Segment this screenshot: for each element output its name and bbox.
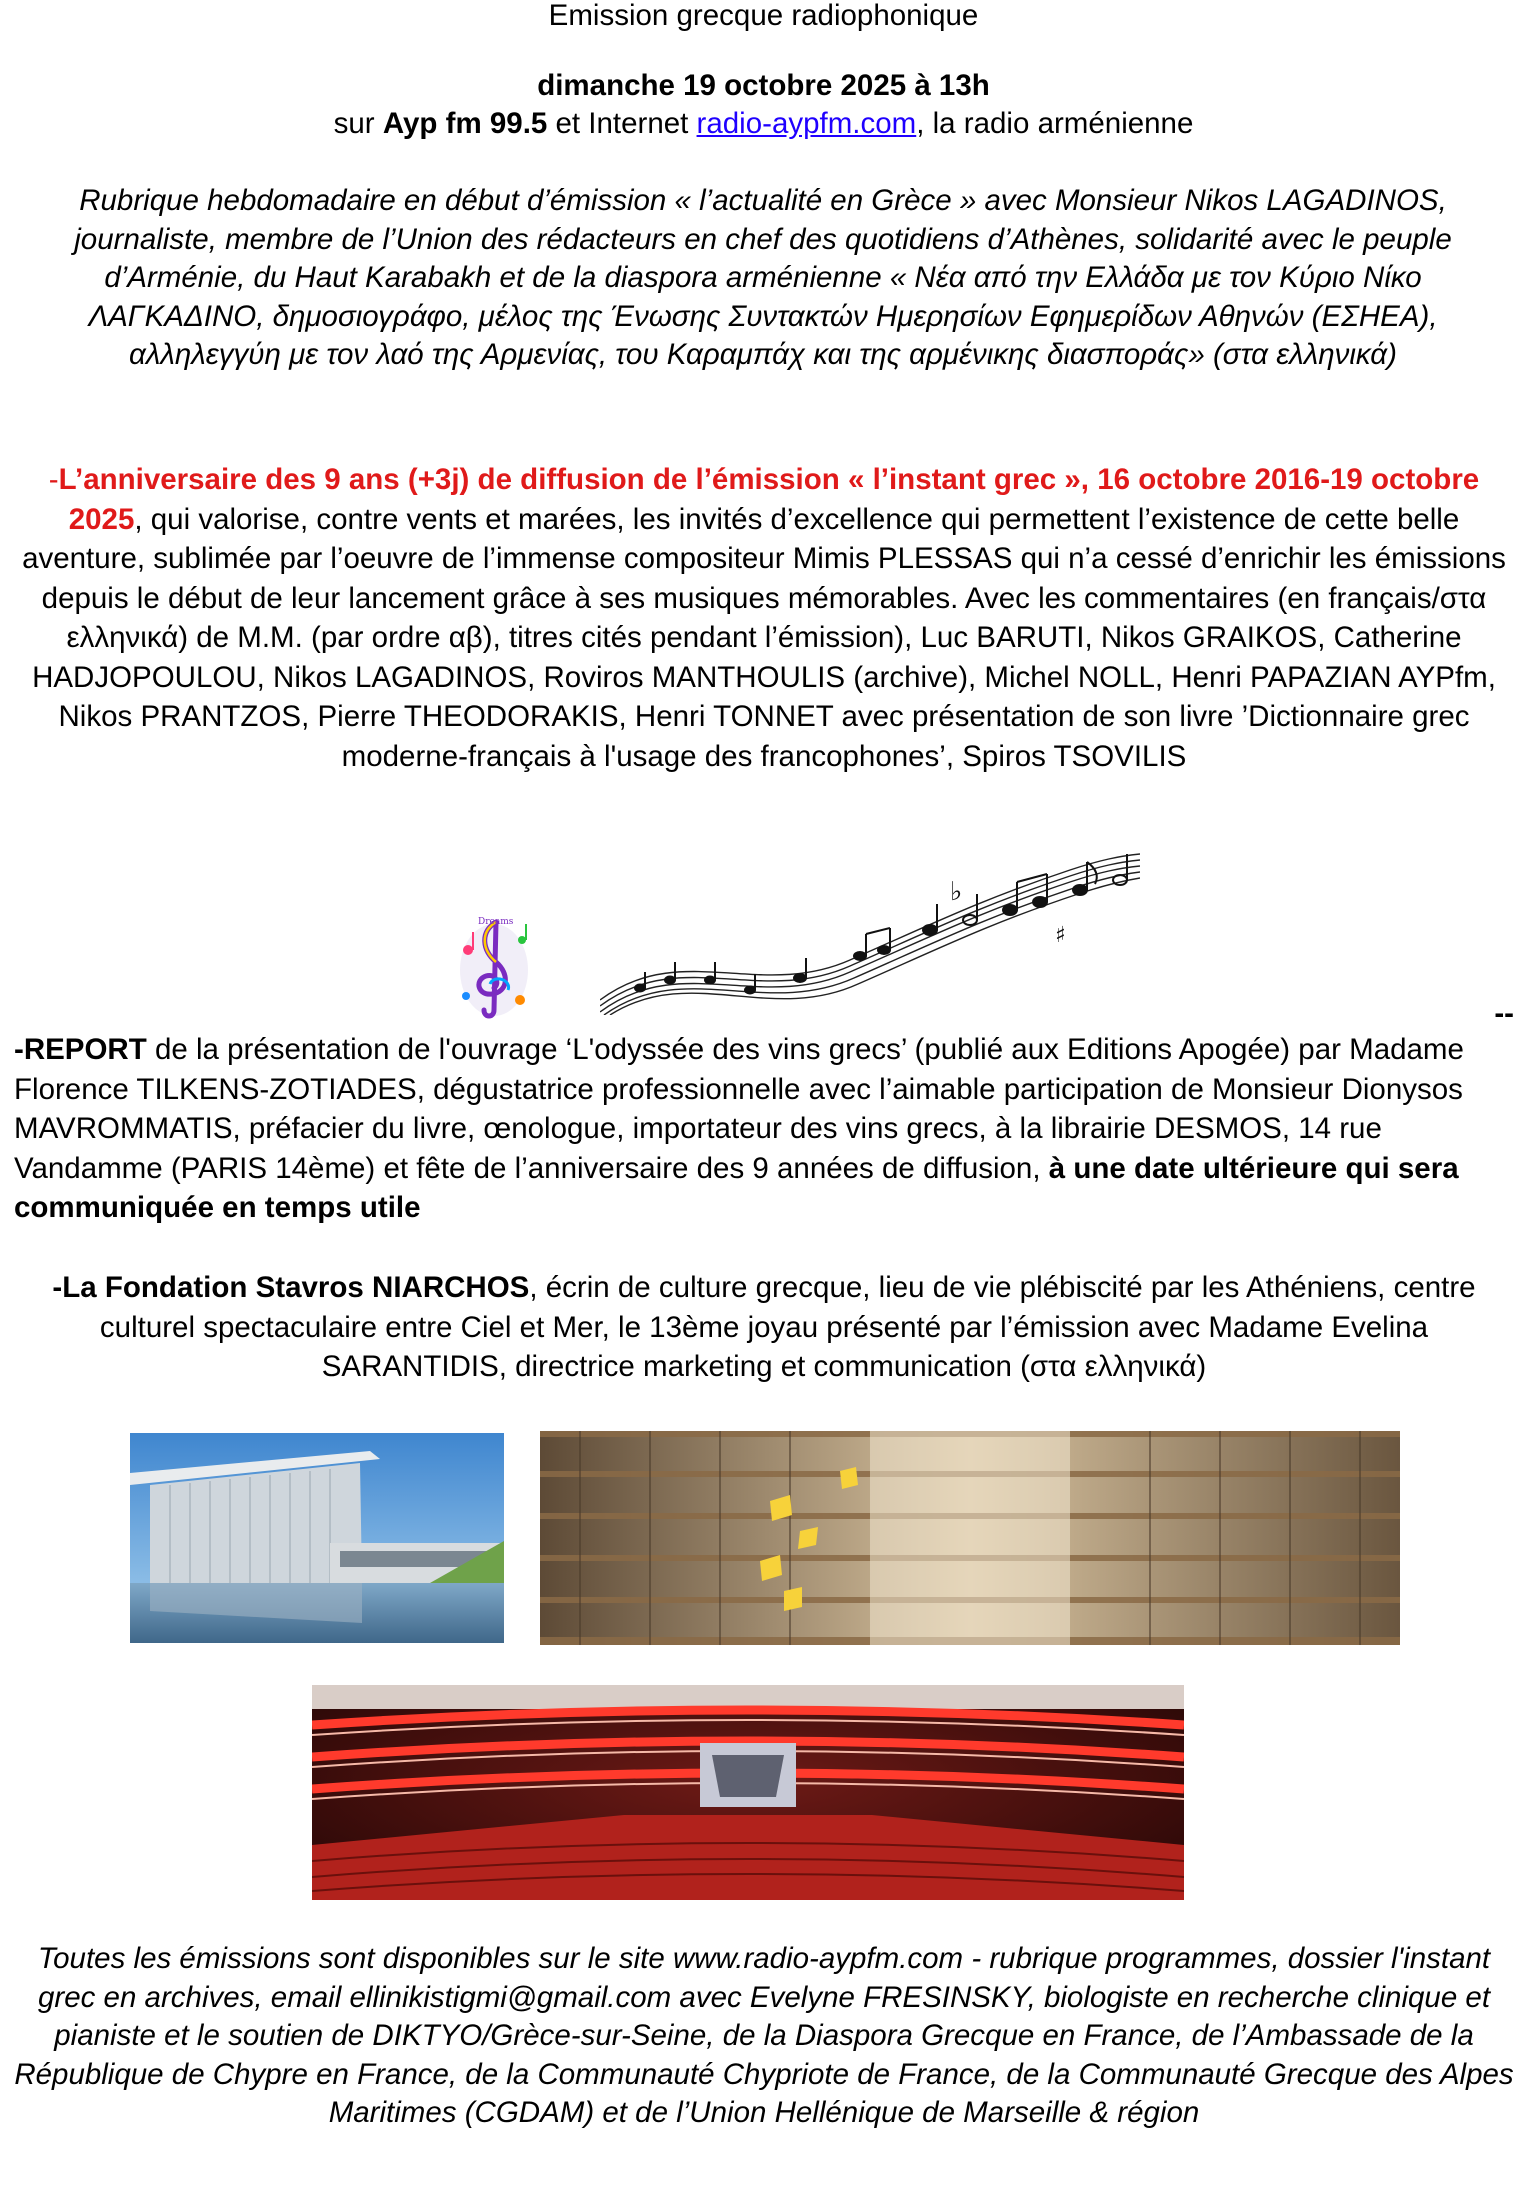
weekly-rubrique-paragraph: Rubrique hebdomadaire en début d’émission « l’actualité en Grèce » avec Monsieur Nikos LAGADINOS, journaliste, membre de l’Union des rédacteurs en chef des quotidiens d’Athènes, solidarité avec le peuple d’Arménie, du Haut Karabakh et de la diaspora arménienne « Νέα από την Ελλάδα με τον Κύριο Νίκο ΛΑΓΚΑΔΙΝΟ, δημοσιογράφο, μέλος της Ένωσης Συντακτών Ημερησίων Εφημερίδων Αθηνών (ΕΣΗΕΑ), αλληλεγγύη με τον λαό της Αρμενίας, του Καραμπάχ και της αρμένικης διασποράς» (στα ελληνικά) — [74, 184, 1452, 371]
station-line — [0, 104, 1527, 143]
anniversary-dash: - — [48, 463, 59, 496]
station-suffix: , la radio arménienne — [916, 107, 1194, 140]
anniversary-paragraph — [14, 460, 1514, 776]
anniversary-body: , qui valorise, contre vents et marées, les invités d’excellence qui permettent l’existence de cette belle aventure, sublimée par l’oeuvre de l’immense compositeur Mimis PLESSAS qui n’a cessé d’enrichir les émissions depuis le début de leur lancement grâce à ses musiques mémorables. Avec les commentaires (en français/στα ελληνικά) de M.M. (par ordre αβ), titres cités pendant l’émission), Luc BARUTI, Nikos GRAIKOS, Catherine HADJOPOULOU, Nikos LAGADINOS, Roviros MANTHOULIS (archive), Michel NOLL, Henri PAPAZIAN AYPfm, Nikos PRANTZOS, Pierre THEODORAKIS, Henri TONNET avec présentation de son livre ’Dictionnaire grec moderne-français à l'usage des francophones’, Spiros TSOVILIS — [22, 502, 1506, 773]
fondation-label: -La Fondation Stavros NIARCHOS — [52, 1271, 530, 1304]
svg-text:♭: ♭ — [950, 877, 963, 907]
niarchos-library-photo — [540, 1431, 1400, 1645]
anniversary-highlight: L’anniversaire des 9 ans (+3j) de diffusion de l’émission « l’instant grec », 16 octobre 2016-19 octobre 2025 — [58, 463, 1480, 536]
report-body: de la présentation de l'ouvrage ‘L'odyssée des vins grecs’ (publié aux Editions Apogée) par Madame Florence TILKENS-ZOTIADES, dégustatrice professionnelle avec l’aimable participation de Monsieur Dionysos MAVROMMATIS, préfacier du livre, œnologue, importateur des vins grecs, à la librairie DESMOS, 14 rue Vandamme (PARIS 14ème) et fête de l’anniversaire des 9 années de diffusion, — [14, 1033, 1464, 1185]
broadcast-date: dimanche 19 octobre 2025 à 13h — [537, 69, 990, 102]
niarchos-opera-hall-photo — [312, 1685, 1184, 1900]
station-middle: et Internet — [547, 107, 697, 140]
fondation-body: , écrin de culture grecque, lieu de vie plébiscité par les Athéniens, centre culturel spectaculaire entre Ciel et Mer, le 13ème joyau présenté par l’émission avec Madame Evelina SARANTIDIS, directrice marketing et communication (στα ελληνικά) — [99, 1271, 1476, 1383]
music-notes-image — [600, 850, 1140, 1015]
station-website-link[interactable]: radio-aypfm.com — [696, 107, 917, 140]
niarchos-exterior-photo — [130, 1433, 504, 1643]
svg-text:Dreams: Dreams — [478, 917, 514, 927]
report-label: -REPORT — [14, 1033, 147, 1066]
report-emphasis: à une date ultérieure qui sera communiquée en temps utile — [14, 1151, 1459, 1224]
svg-text:♯: ♯ — [1055, 923, 1066, 948]
treble-clef-image — [450, 910, 538, 1022]
station-name: Ayp fm 99.5 — [382, 107, 548, 140]
separator-dash: -- — [1494, 997, 1514, 1030]
fondation-paragraph — [14, 1268, 1514, 1387]
program-title: Emission grecque radiophonique — [548, 0, 979, 32]
footer-paragraph: Toutes les émissions sont disponibles sur le site www.radio-aypfm.com - rubrique programmes, dossier l'instant grec en archives, email ellinikistigmi@gmail.com avec Evelyne FRESINSKY, biologiste en recherche clinique et pianiste et le soutien de DIKTYO/Grèce-sur-Seine, de la Diaspora Grecque en France, de l’Ambassade de la République de Chypre en France, de la Communauté Chypriote de France, de la Communauté Grecque des Alpes Maritimes (CGDAM) et de l’Union Hellénique de Marseille & région — [14, 1942, 1514, 2129]
report-paragraph — [14, 997, 1514, 1228]
station-prefix: sur — [333, 107, 383, 140]
